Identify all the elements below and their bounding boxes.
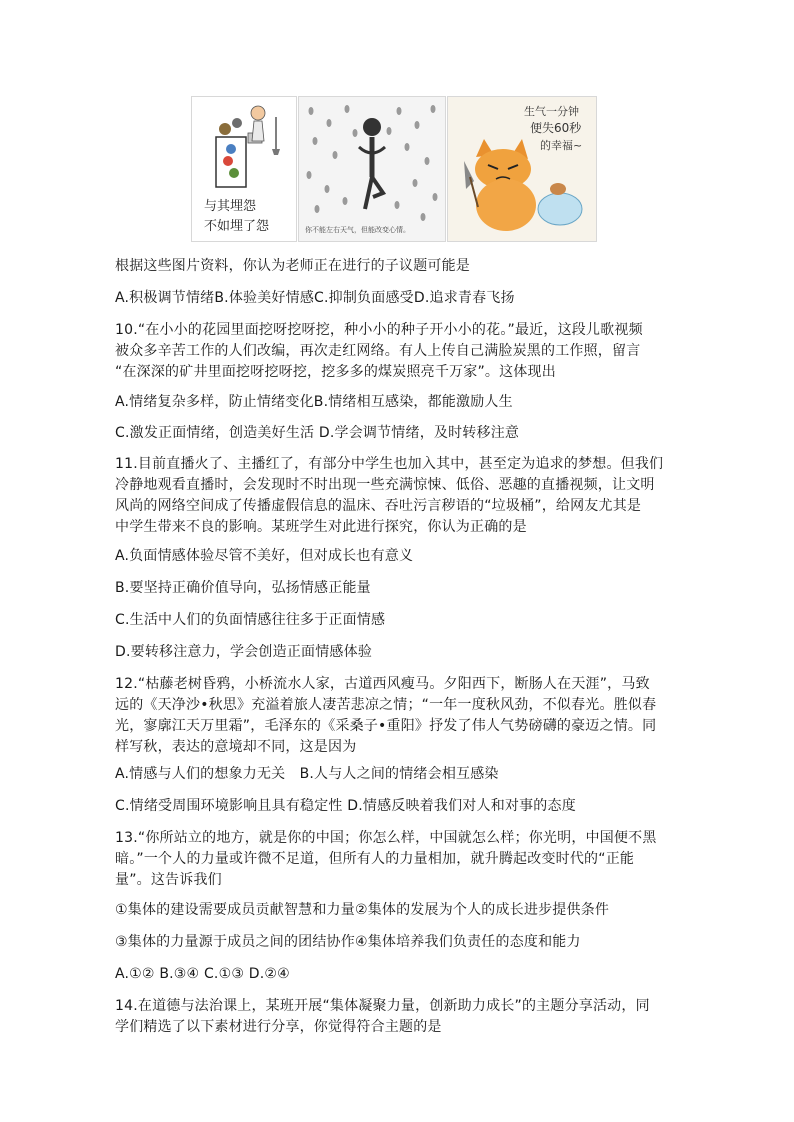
q10-options-cd <box>115 423 685 444</box>
q13-line-2: 暗。”一个人的力量或许微不足道，但所有人的力量相加，就升腾起改变时代的“正能 <box>115 851 635 867</box>
q13-stem <box>115 828 685 891</box>
q10-line-1: 10.“在小小的花园里面挖呀挖呀挖，种小小的种子开小小的花。”最近，这段儿歌视频 <box>115 322 643 338</box>
q14-line-1: 14.在道德与法治课上，某班开展“集体凝聚力量，创新助力成长”的主题分享活动，同 <box>115 998 650 1014</box>
cartoon-rain-meditation <box>298 96 446 242</box>
q13-items-34-text: ③集体的力量源于成员之间的团结协作④集体培养我们负责任的态度和能力 <box>115 934 581 950</box>
q10-line-3: “在深深的矿井里面挖呀挖呀挖，挖多多的煤炭照亮千万家”。这体现出 <box>115 364 556 380</box>
q12-options-cd-text: C.情绪受周围环境影响且具有稳定性 D.情感反映着我们对人和对事的态度 <box>115 798 576 814</box>
q11-line-2: 冷静地观看直播时，会发现时不时出现一些充满惊悚、低俗、恶趣的直播视频，让文明 <box>115 477 655 493</box>
q13-options-text: A.①② B.③④ C.①③ D.②④ <box>115 966 290 982</box>
q13-items-12 <box>115 900 685 921</box>
q11-line-4: 中学生带来不良的影响。某班学生对此进行探究，你认为正确的是 <box>115 519 527 535</box>
q11-option-b <box>115 578 685 599</box>
q11-option-d-text: D.要转移注意力，学会创造正面情感体验 <box>115 644 373 660</box>
panel3-caption-2: 便失60秒 <box>530 121 582 135</box>
q9-options <box>115 288 685 309</box>
q11-line-3: 风尚的网络空间成了传播虚假信息的温床、吞吐污言秽语的“垃圾桶”，给网友尤其是 <box>115 498 642 514</box>
rain-illustration <box>299 97 445 241</box>
panel3-caption-1: 生气一分钟 <box>524 105 579 118</box>
q12-line-2: 远的《天净沙•秋思》充溢着旅人凄苦悲凉之情；“一年一度秋风劲，不似春光。胜似春 <box>115 697 657 713</box>
q12-stem <box>115 674 685 758</box>
q11-option-d <box>115 642 685 663</box>
q12-options-cd <box>115 796 685 817</box>
q11-option-a <box>115 546 685 567</box>
panel1-caption-1: 与其埋怨 <box>204 199 257 214</box>
q14-line-2: 学们精选了以下素材进行分享，你觉得符合主题的是 <box>115 1019 442 1035</box>
q12-options-ab <box>115 764 685 785</box>
q10-line-2: 被众多辛苦工作的人们改编，再次走红网络。有人上传自己满脸炭黑的工作照，留言 <box>115 343 641 359</box>
q10-options-ab-text: A.情绪复杂多样，防止情绪变化B.情绪相互感染，都能激励人生 <box>115 394 513 410</box>
q10-stem <box>115 320 685 383</box>
panel1-caption-2: 不如埋了怨 <box>204 219 270 234</box>
q11-option-b-text: B.要坚持正确价值导向，弘扬情感正能量 <box>115 580 371 596</box>
q12-options-ab-text: A.情感与人们的想象力无关 B.人与人之间的情绪会相互感染 <box>115 766 499 782</box>
q11-stem <box>115 454 685 538</box>
cartoon-angry-cat <box>447 96 597 242</box>
panel3-caption-3: 的幸福~ <box>540 139 583 152</box>
q10-options-ab <box>115 392 685 413</box>
q9-stem-text: 根据这些图片资料，你认为老师正在进行的子议题可能是 <box>115 258 470 274</box>
q13-items-12-text: ①集体的建设需要成员贡献智慧和力量②集体的发展为个人的成长进步提供条件 <box>115 902 610 918</box>
q9-options-text: A.积极调节情绪B.体验美好情感C.抑制负面感受D.追求青春飞扬 <box>115 290 515 306</box>
q14-stem <box>115 996 685 1038</box>
panel2-caption: 你不能左右天气，但能改变心情。 <box>305 226 410 234</box>
cartoon-bury-complaints <box>191 96 297 242</box>
q11-line-1: 11.目前直播火了、主播红了，有部分中学生也加入其中，甚至定为追求的梦想。但我们 <box>115 456 664 472</box>
q10-options-cd-text: C.激发正面情绪，创造美好生活 D.学会调节情绪，及时转移注意 <box>115 425 520 441</box>
q11-option-c <box>115 610 685 631</box>
q13-options <box>115 964 685 985</box>
q12-line-4: 样写秋，表达的意境却不同，这是因为 <box>115 739 357 755</box>
q9-stem <box>115 256 685 277</box>
q11-option-a-text: A.负面情感体验尽管不美好，但对成长也有意义 <box>115 548 414 564</box>
q13-line-3: 量”。这告诉我们 <box>115 872 222 888</box>
q11-option-c-text: C.生活中人们的负面情感往往多于正面情感 <box>115 612 386 628</box>
illustration-row <box>191 96 597 240</box>
q13-items-34 <box>115 932 685 953</box>
q12-line-3: 光，寥廓江天万里霜”，毛泽东的《采桑子•重阳》抒发了伟人气势磅礴的豪迈之情。同 <box>115 718 657 734</box>
q12-line-1: 12.“枯藤老树昏鸦，小桥流水人家，古道西风瘦马。夕阳西下，断肠人在天涯”，马致 <box>115 676 650 692</box>
q13-line-1: 13.“你所站立的地方，就是你的中国；你怎么样，中国就怎么样；你光明，中国便不黑 <box>115 830 657 846</box>
